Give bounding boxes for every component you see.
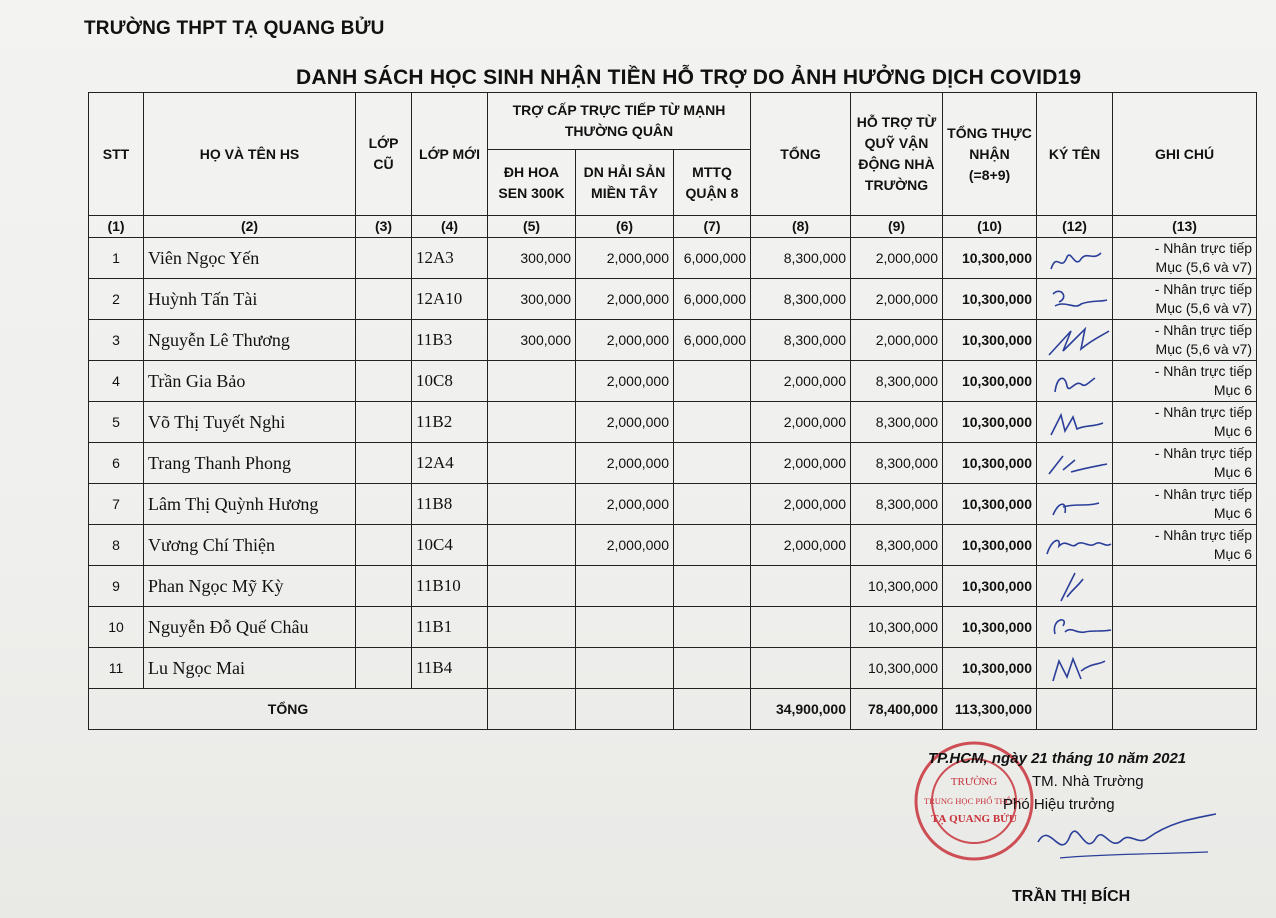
note-line2: Mục (5,6 và v7) bbox=[1155, 341, 1253, 357]
student-name: Huỳnh Tấn Tài bbox=[144, 279, 356, 320]
old-class bbox=[356, 361, 412, 402]
row-stt: 7 bbox=[89, 484, 144, 525]
amount-col7 bbox=[674, 566, 751, 607]
school-name: TRƯỜNG THPT TẠ QUANG BỬU bbox=[84, 18, 385, 39]
old-class bbox=[356, 279, 412, 320]
new-class: 12A10 bbox=[412, 279, 488, 320]
amount-col6 bbox=[576, 566, 674, 607]
header-actual: TỔNG THỰC NHẬN (=8+9) bbox=[943, 93, 1037, 216]
amount-col9: 2,000,000 bbox=[851, 238, 943, 279]
student-signature bbox=[1037, 648, 1113, 689]
student-table bbox=[88, 92, 1257, 730]
amount-col7: 6,000,000 bbox=[674, 238, 751, 279]
amount-col8: 2,000,000 bbox=[751, 484, 851, 525]
note-line1: - Nhân trực tiếp bbox=[1154, 486, 1253, 502]
old-class bbox=[356, 566, 412, 607]
header-col5: ĐH HOA SEN 300K bbox=[488, 150, 576, 216]
principal-signature bbox=[1030, 800, 1220, 870]
header-sign: KÝ TÊN bbox=[1037, 93, 1113, 216]
header-new-class: LỚP MỚI bbox=[412, 93, 488, 216]
amount-col10: 10,300,000 bbox=[943, 648, 1037, 689]
document-title: DANH SÁCH HỌC SINH NHẬN TIỀN HỖ TRỢ DO ẢNH HƯỞNG DỊCH COVID19 bbox=[296, 66, 1082, 89]
amount-col8: 2,000,000 bbox=[751, 525, 851, 566]
student-name: Viên Ngọc Yến bbox=[144, 238, 356, 279]
amount-col7: 6,000,000 bbox=[674, 320, 751, 361]
column-number: (6) bbox=[576, 216, 674, 238]
row-stt: 8 bbox=[89, 525, 144, 566]
student-name: Võ Thị Tuyết Nghi bbox=[144, 402, 356, 443]
seal-middle-text: TRUNG HỌC PHỔ THÔNG bbox=[923, 796, 1025, 806]
student-name: Vương Chí Thiện bbox=[144, 525, 356, 566]
amount-col9: 10,300,000 bbox=[851, 566, 943, 607]
row-stt: 5 bbox=[89, 402, 144, 443]
note-cell bbox=[1113, 566, 1257, 607]
column-number: (1) bbox=[89, 216, 144, 238]
note-line2: Mục 6 bbox=[1213, 505, 1253, 521]
note-line1: - Nhân trực tiếp bbox=[1154, 281, 1253, 297]
amount-col10: 10,300,000 bbox=[943, 484, 1037, 525]
student-signature bbox=[1037, 443, 1113, 484]
amount-col10: 10,300,000 bbox=[943, 320, 1037, 361]
old-class bbox=[356, 320, 412, 361]
table-row bbox=[89, 566, 1257, 607]
note-cell bbox=[1113, 525, 1257, 566]
sign-role-line2: Phó Hiệu trưởng bbox=[1003, 796, 1115, 813]
amount-col7: 6,000,000 bbox=[674, 279, 751, 320]
table-row bbox=[89, 320, 1257, 361]
student-name: Lâm Thị Quỳnh Hương bbox=[144, 484, 356, 525]
row-stt: 11 bbox=[89, 648, 144, 689]
new-class: 10C4 bbox=[412, 525, 488, 566]
header-old-class: LỚP CŨ bbox=[356, 93, 412, 216]
amount-col9: 10,300,000 bbox=[851, 648, 943, 689]
note-cell bbox=[1113, 484, 1257, 525]
student-name: Nguyễn Đỗ Quế Châu bbox=[144, 607, 356, 648]
total-row bbox=[89, 689, 1257, 730]
total-cell-empty bbox=[488, 689, 576, 730]
student-name: Trang Thanh Phong bbox=[144, 443, 356, 484]
new-class: 11B4 bbox=[412, 648, 488, 689]
total-cell-empty bbox=[1113, 689, 1257, 730]
total-col8: 34,900,000 bbox=[751, 689, 851, 730]
amount-col5: 300,000 bbox=[488, 279, 576, 320]
note-line1: - Nhân trực tiếp bbox=[1154, 363, 1253, 379]
column-number: (5) bbox=[488, 216, 576, 238]
signer-name: TRẦN THỊ BÍCH bbox=[1012, 888, 1131, 905]
note-line2: Mục (5,6 và v7) bbox=[1155, 300, 1253, 316]
amount-col6: 2,000,000 bbox=[576, 361, 674, 402]
student-signature bbox=[1037, 320, 1113, 361]
student-name: Phan Ngọc Mỹ Kỳ bbox=[144, 566, 356, 607]
seal-top-text: TRƯỜNG bbox=[950, 776, 998, 788]
amount-col6: 2,000,000 bbox=[576, 402, 674, 443]
header-name: HỌ VÀ TÊN HS bbox=[144, 93, 356, 216]
student-signature bbox=[1037, 484, 1113, 525]
amount-col6: 2,000,000 bbox=[576, 279, 674, 320]
column-number: (13) bbox=[1113, 216, 1257, 238]
amount-col10: 10,300,000 bbox=[943, 566, 1037, 607]
amount-col5 bbox=[488, 566, 576, 607]
student-name: Trần Gia Bảo bbox=[144, 361, 356, 402]
old-class bbox=[356, 402, 412, 443]
header-note: GHI CHÚ bbox=[1113, 93, 1257, 216]
table-row bbox=[89, 402, 1257, 443]
student-signature bbox=[1037, 566, 1113, 607]
student-signature bbox=[1037, 361, 1113, 402]
amount-col5 bbox=[488, 402, 576, 443]
row-stt: 3 bbox=[89, 320, 144, 361]
amount-col8 bbox=[751, 607, 851, 648]
total-cell-empty bbox=[1037, 689, 1113, 730]
amount-col10: 10,300,000 bbox=[943, 361, 1037, 402]
old-class bbox=[356, 484, 412, 525]
amount-col8: 8,300,000 bbox=[751, 238, 851, 279]
student-name: Lu Ngọc Mai bbox=[144, 648, 356, 689]
column-number: (10) bbox=[943, 216, 1037, 238]
header-col6: DN HẢI SẢN MIỀN TÂY bbox=[576, 150, 674, 216]
sign-role-line1: TM. Nhà Trường bbox=[1032, 773, 1144, 790]
note-line2: Mục 6 bbox=[1213, 382, 1253, 398]
row-stt: 9 bbox=[89, 566, 144, 607]
total-col10: 113,300,000 bbox=[943, 689, 1037, 730]
column-number: (8) bbox=[751, 216, 851, 238]
total-col9: 78,400,000 bbox=[851, 689, 943, 730]
row-stt: 4 bbox=[89, 361, 144, 402]
amount-col9: 8,300,000 bbox=[851, 443, 943, 484]
amount-col5 bbox=[488, 443, 576, 484]
table-row bbox=[89, 648, 1257, 689]
amount-col5 bbox=[488, 484, 576, 525]
note-cell bbox=[1113, 279, 1257, 320]
note-line1: - Nhân trực tiếp bbox=[1154, 322, 1253, 338]
sign-date: TP.HCM, ngày 21 tháng 10 năm 2021 bbox=[928, 750, 1187, 767]
header-school-fund: HỖ TRỢ TỪ QUỸ VẬN ĐỘNG NHÀ TRƯỜNG bbox=[851, 93, 943, 216]
amount-col7 bbox=[674, 443, 751, 484]
amount-col5 bbox=[488, 361, 576, 402]
old-class bbox=[356, 238, 412, 279]
total-cell-empty bbox=[674, 689, 751, 730]
student-signature bbox=[1037, 402, 1113, 443]
amount-col6: 2,000,000 bbox=[576, 238, 674, 279]
column-number-row bbox=[89, 216, 1257, 238]
amount-col9: 8,300,000 bbox=[851, 402, 943, 443]
column-number: (9) bbox=[851, 216, 943, 238]
amount-col9: 8,300,000 bbox=[851, 484, 943, 525]
seal-bottom-text: TẠ QUANG BỬU bbox=[931, 813, 1017, 825]
amount-col6: 2,000,000 bbox=[576, 320, 674, 361]
amount-col10: 10,300,000 bbox=[943, 525, 1037, 566]
row-stt: 6 bbox=[89, 443, 144, 484]
column-number: (7) bbox=[674, 216, 751, 238]
table-row bbox=[89, 484, 1257, 525]
note-line2: Mục 6 bbox=[1213, 464, 1253, 480]
new-class: 11B10 bbox=[412, 566, 488, 607]
amount-col7 bbox=[674, 525, 751, 566]
header-stt: STT bbox=[89, 93, 144, 216]
amount-col9: 8,300,000 bbox=[851, 361, 943, 402]
old-class bbox=[356, 607, 412, 648]
note-line1: - Nhân trực tiếp bbox=[1154, 527, 1253, 543]
amount-col5 bbox=[488, 607, 576, 648]
old-class bbox=[356, 525, 412, 566]
amount-col5: 300,000 bbox=[488, 238, 576, 279]
new-class: 12A3 bbox=[412, 238, 488, 279]
amount-col10: 10,300,000 bbox=[943, 279, 1037, 320]
amount-col6: 2,000,000 bbox=[576, 484, 674, 525]
row-stt: 1 bbox=[89, 238, 144, 279]
total-cell-empty bbox=[576, 689, 674, 730]
amount-col8: 2,000,000 bbox=[751, 361, 851, 402]
amount-col10: 10,300,000 bbox=[943, 443, 1037, 484]
amount-col10: 10,300,000 bbox=[943, 402, 1037, 443]
amount-col7 bbox=[674, 648, 751, 689]
note-cell bbox=[1113, 361, 1257, 402]
table-row bbox=[89, 607, 1257, 648]
amount-col7 bbox=[674, 484, 751, 525]
amount-col5 bbox=[488, 648, 576, 689]
student-name: Nguyễn Lê Thương bbox=[144, 320, 356, 361]
amount-col8: 8,300,000 bbox=[751, 320, 851, 361]
column-number: (4) bbox=[412, 216, 488, 238]
note-line2: Mục 6 bbox=[1213, 546, 1253, 562]
header-total: TỔNG bbox=[751, 93, 851, 216]
new-class: 11B3 bbox=[412, 320, 488, 361]
amount-col6: 2,000,000 bbox=[576, 525, 674, 566]
new-class: 11B2 bbox=[412, 402, 488, 443]
note-cell bbox=[1113, 320, 1257, 361]
new-class: 10C8 bbox=[412, 361, 488, 402]
note-line1: - Nhân trực tiếp bbox=[1154, 240, 1253, 256]
column-number: (2) bbox=[144, 216, 356, 238]
amount-col8 bbox=[751, 566, 851, 607]
amount-col9: 8,300,000 bbox=[851, 525, 943, 566]
amount-col8: 8,300,000 bbox=[751, 279, 851, 320]
amount-col7 bbox=[674, 402, 751, 443]
note-line1: - Nhân trực tiếp bbox=[1154, 404, 1253, 420]
table-row bbox=[89, 525, 1257, 566]
amount-col5: 300,000 bbox=[488, 320, 576, 361]
amount-col6: 2,000,000 bbox=[576, 443, 674, 484]
table-row bbox=[89, 238, 1257, 279]
table-row bbox=[89, 443, 1257, 484]
column-number: (12) bbox=[1037, 216, 1113, 238]
amount-col8: 2,000,000 bbox=[751, 443, 851, 484]
amount-col9: 2,000,000 bbox=[851, 279, 943, 320]
student-signature bbox=[1037, 525, 1113, 566]
student-signature bbox=[1037, 238, 1113, 279]
table-row bbox=[89, 279, 1257, 320]
amount-col6 bbox=[576, 607, 674, 648]
note-cell bbox=[1113, 648, 1257, 689]
note-cell bbox=[1113, 607, 1257, 648]
amount-col10: 10,300,000 bbox=[943, 607, 1037, 648]
note-line2: Mục 6 bbox=[1213, 423, 1253, 439]
table-row bbox=[89, 361, 1257, 402]
amount-col7 bbox=[674, 361, 751, 402]
header-col7: MTTQ QUẬN 8 bbox=[674, 150, 751, 216]
amount-col7 bbox=[674, 607, 751, 648]
row-stt: 10 bbox=[89, 607, 144, 648]
header-subsidy-group: TRỢ CẤP TRỰC TIẾP TỪ MẠNH THƯỜNG QUÂN bbox=[488, 93, 751, 150]
note-cell bbox=[1113, 238, 1257, 279]
new-class: 11B1 bbox=[412, 607, 488, 648]
student-signature bbox=[1037, 607, 1113, 648]
amount-col8: 2,000,000 bbox=[751, 402, 851, 443]
amount-col9: 2,000,000 bbox=[851, 320, 943, 361]
note-cell bbox=[1113, 443, 1257, 484]
new-class: 11B8 bbox=[412, 484, 488, 525]
table-body bbox=[89, 238, 1257, 689]
new-class: 12A4 bbox=[412, 443, 488, 484]
amount-col8 bbox=[751, 648, 851, 689]
amount-col10: 10,300,000 bbox=[943, 238, 1037, 279]
amount-col9: 10,300,000 bbox=[851, 607, 943, 648]
note-line1: - Nhân trực tiếp bbox=[1154, 445, 1253, 461]
student-signature bbox=[1037, 279, 1113, 320]
old-class bbox=[356, 648, 412, 689]
amount-col6 bbox=[576, 648, 674, 689]
old-class bbox=[356, 443, 412, 484]
total-label: TỔNG bbox=[89, 689, 488, 730]
amount-col5 bbox=[488, 525, 576, 566]
column-number: (3) bbox=[356, 216, 412, 238]
row-stt: 2 bbox=[89, 279, 144, 320]
note-cell bbox=[1113, 402, 1257, 443]
note-line2: Mục (5,6 và v7) bbox=[1155, 259, 1253, 275]
